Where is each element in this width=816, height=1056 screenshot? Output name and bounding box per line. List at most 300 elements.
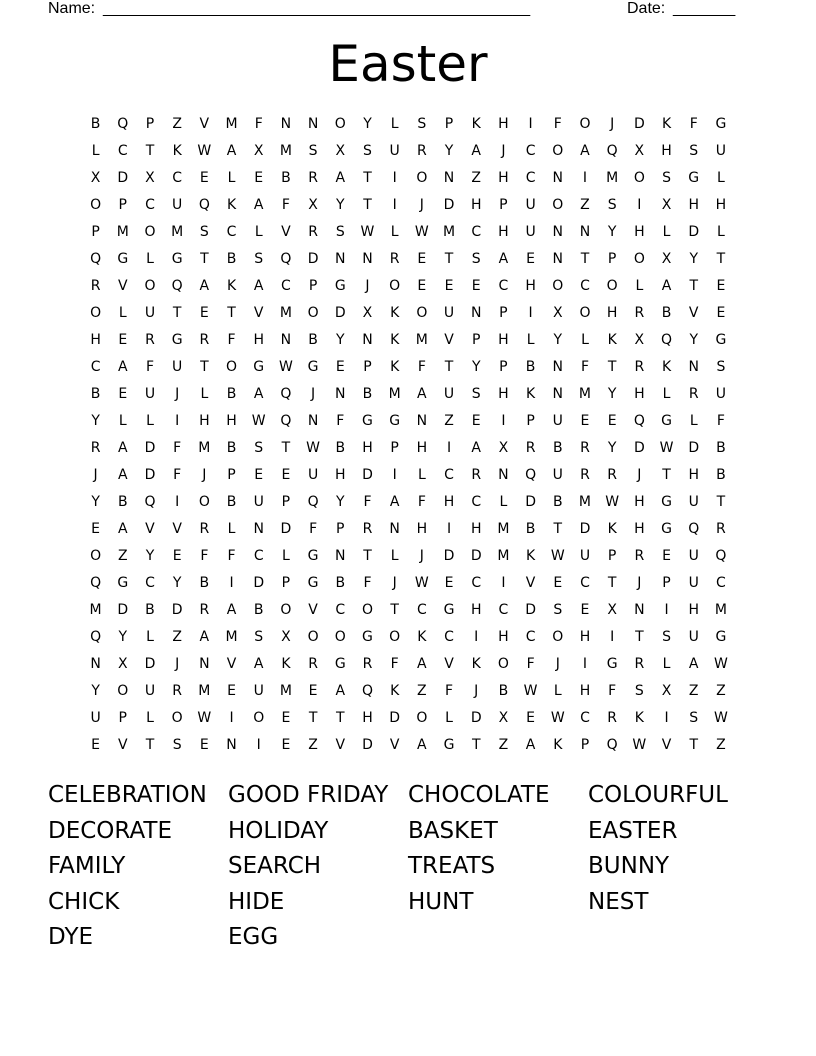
grid-letter: J <box>392 575 397 591</box>
grid-letter: Q <box>90 575 102 591</box>
grid-letter: T <box>635 629 644 645</box>
grid-letter: E <box>471 278 481 294</box>
grid-row <box>82 381 742 408</box>
grid-letter: F <box>716 413 725 429</box>
grid-letter: O <box>552 197 564 213</box>
grid-letter: A <box>498 251 509 267</box>
grid-letter: X <box>498 440 509 456</box>
grid-letter: M <box>497 548 510 564</box>
grid-letter: X <box>281 629 291 645</box>
grid-letter: F <box>227 332 236 348</box>
grid-letter: U <box>443 305 455 321</box>
word-list-item: CHICK <box>48 888 120 915</box>
grid-letter: Z <box>417 683 427 699</box>
grid-letter: Q <box>198 197 210 213</box>
grid-letter: O <box>552 278 564 294</box>
grid-letter: V <box>145 521 155 537</box>
grid-letter: H <box>253 332 264 348</box>
grid-letter: N <box>688 359 699 375</box>
grid-row <box>82 651 742 678</box>
grid-letter: M <box>279 143 292 159</box>
page-title: Easter <box>328 35 488 93</box>
grid-letter: H <box>470 602 482 618</box>
grid-letter: U <box>552 467 563 483</box>
grid-letter: O <box>280 602 292 618</box>
grid-letter: A <box>389 494 400 510</box>
grid-letter: R <box>580 467 590 483</box>
grid-letter: X <box>90 170 101 186</box>
grid-letter: L <box>717 170 725 186</box>
grid-letter: F <box>445 683 454 699</box>
grid-letter: U <box>579 548 591 564</box>
grid-letter: T <box>172 305 182 321</box>
grid-letter: X <box>607 602 617 618</box>
grid-letter: P <box>580 737 590 753</box>
grid-letter: P <box>227 467 236 483</box>
grid-letter: H <box>688 197 699 213</box>
grid-letter: W <box>197 143 212 159</box>
grid-letter: K <box>390 683 400 699</box>
grid-letter: Y <box>118 629 128 645</box>
grid-letter: O <box>334 629 346 645</box>
grid-letter: K <box>172 143 182 159</box>
grid-letter: D <box>688 224 700 240</box>
grid-letter: U <box>307 467 319 483</box>
grid-letter: D <box>307 251 319 267</box>
grid-letter: N <box>416 413 428 429</box>
grid-row <box>82 219 742 246</box>
grid-letter: B <box>716 467 726 483</box>
grid-letter: E <box>118 386 128 402</box>
grid-letter: K <box>607 521 617 537</box>
grid-letter: J <box>474 683 479 699</box>
grid-letter: N <box>280 332 292 348</box>
grid-letter: D <box>443 197 455 213</box>
grid-letter: O <box>552 629 564 645</box>
grid-letter: O <box>307 305 319 321</box>
grid-letter: E <box>335 359 345 375</box>
grid-letter: P <box>118 710 127 726</box>
grid-letter: N <box>90 656 101 672</box>
grid-letter: H <box>90 332 101 348</box>
grid-letter: T <box>363 170 372 186</box>
grid-letter: E <box>662 548 671 564</box>
grid-letter: U <box>253 683 264 699</box>
word-list-item: SEARCH <box>228 853 322 880</box>
grid-letter: S <box>634 683 644 699</box>
grid-letter: E <box>172 548 182 564</box>
grid-letter: N <box>552 251 564 267</box>
grid-row <box>82 489 742 516</box>
grid-letter: K <box>226 278 237 294</box>
grid-row <box>82 570 742 597</box>
grid-letter: M <box>497 521 510 537</box>
grid-letter: V <box>117 278 128 294</box>
grid-letter: W <box>360 224 375 240</box>
grid-letter: A <box>525 737 536 753</box>
grid-row <box>82 624 742 651</box>
grid-letter: J <box>202 467 207 483</box>
grid-letter: T <box>662 467 671 483</box>
grid-letter: M <box>116 224 129 240</box>
grid-letter: P <box>526 413 535 429</box>
grid-letter: C <box>444 467 454 483</box>
grid-letter: B <box>226 386 237 402</box>
grid-letter: O <box>171 710 183 726</box>
grid-letter: I <box>392 170 397 186</box>
grid-letter: U <box>688 629 699 645</box>
grid-letter: V <box>281 224 291 240</box>
grid-letter: B <box>226 440 237 456</box>
grid-letter: P <box>662 575 671 591</box>
grid-letter: G <box>171 332 183 348</box>
grid-letter: F <box>608 683 617 699</box>
grid-letter: C <box>145 197 155 213</box>
grid-letter: R <box>308 224 318 240</box>
grid-letter: L <box>417 467 426 483</box>
grid-letter: C <box>281 278 291 294</box>
grid-letter: N <box>443 170 455 186</box>
grid-letter: K <box>526 386 536 402</box>
grid-letter: X <box>253 143 264 159</box>
grid-letter: M <box>225 629 238 645</box>
grid-letter: T <box>200 359 209 375</box>
grid-letter: L <box>390 548 399 564</box>
grid-letter: O <box>606 278 618 294</box>
grid-letter: U <box>144 683 156 699</box>
grid-letter: Q <box>525 467 537 483</box>
grid-letter: B <box>226 251 237 267</box>
grid-letter: I <box>175 413 180 429</box>
grid-letter: Y <box>336 197 345 213</box>
grid-letter: E <box>471 413 481 429</box>
grid-letter: S <box>689 143 699 159</box>
grid-letter: H <box>443 494 455 510</box>
grid-letter: Z <box>172 116 182 132</box>
word-list <box>48 778 768 956</box>
grid-letter: P <box>336 521 345 537</box>
grid-letter: I <box>610 629 615 645</box>
grid-letter: D <box>470 548 482 564</box>
word-search-grid <box>82 111 742 759</box>
grid-letter: S <box>199 224 209 240</box>
grid-letter: C <box>525 143 536 159</box>
grid-row <box>82 327 742 354</box>
grid-row <box>82 138 742 165</box>
grid-letter: X <box>661 197 672 213</box>
grid-letter: L <box>662 224 671 240</box>
grid-letter: Y <box>91 683 100 699</box>
grid-letter: Q <box>307 494 319 510</box>
grid-letter: A <box>417 656 427 672</box>
grid-letter: R <box>634 359 645 375</box>
grid-letter: F <box>580 359 589 375</box>
grid-letter: H <box>606 305 618 321</box>
grid-letter: N <box>552 386 564 402</box>
grid-letter: G <box>661 494 672 510</box>
grid-letter: V <box>444 332 454 348</box>
grid-letter: O <box>361 602 373 618</box>
grid-letter: S <box>254 629 264 645</box>
grid-letter: K <box>526 548 536 564</box>
grid-letter: P <box>499 305 508 321</box>
grid-letter: W <box>306 440 321 456</box>
grid-letter: I <box>392 467 397 483</box>
grid-letter: T <box>390 602 399 618</box>
grid-letter: F <box>309 521 318 537</box>
grid-letter: O <box>90 548 102 564</box>
grid-letter: U <box>144 386 156 402</box>
grid-letter: V <box>335 737 346 753</box>
grid-letter: H <box>470 197 482 213</box>
grid-letter: E <box>118 332 128 348</box>
grid-letter: U <box>90 710 101 726</box>
grid-letter: D <box>525 494 536 510</box>
grid-letter: J <box>93 467 98 483</box>
grid-letter: Z <box>471 170 482 186</box>
grid-letter: X <box>145 170 155 186</box>
grid-letter: F <box>553 116 562 132</box>
grid-letter: E <box>716 305 726 321</box>
grid-letter: Y <box>607 224 617 240</box>
grid-letter: T <box>145 737 155 753</box>
grid-letter: A <box>471 440 481 456</box>
grid-letter: J <box>365 278 370 294</box>
grid-letter: H <box>498 629 509 645</box>
grid-letter: E <box>526 251 536 267</box>
grid-letter: E <box>254 467 264 483</box>
grid-letter: L <box>146 413 154 429</box>
grid-row <box>82 300 742 327</box>
grid-letter: M <box>415 332 428 348</box>
grid-letter: A <box>117 359 128 375</box>
grid-letter: R <box>607 710 618 726</box>
grid-letter: R <box>199 602 210 618</box>
grid-letter: S <box>254 251 264 267</box>
grid-letter: R <box>145 332 155 348</box>
grid-letter: O <box>90 197 102 213</box>
grid-letter: W <box>414 575 429 591</box>
grid-letter: E <box>199 305 209 321</box>
grid-letter: S <box>716 359 726 375</box>
grid-letter: Y <box>689 251 698 267</box>
grid-letter: L <box>635 278 644 294</box>
grid-letter: O <box>389 629 401 645</box>
grid-letter: M <box>442 224 456 240</box>
grid-letter: K <box>607 332 617 348</box>
grid-letter: O <box>552 143 564 159</box>
grid-letter: B <box>90 386 101 402</box>
grid-letter: R <box>688 386 699 402</box>
grid-letter: Q <box>171 278 183 294</box>
grid-letter: V <box>308 602 318 618</box>
grid-letter: M <box>606 170 619 186</box>
grid-letter: I <box>528 305 533 321</box>
grid-letter: U <box>443 386 455 402</box>
grid-letter: P <box>308 278 318 294</box>
grid-letter: G <box>389 413 401 429</box>
grid-letter: T <box>308 710 318 726</box>
grid-letter: J <box>311 386 316 402</box>
grid-letter: M <box>198 440 211 456</box>
grid-letter: B <box>525 521 536 537</box>
grid-letter: N <box>199 656 210 672</box>
grid-letter: I <box>664 710 669 726</box>
word-list-item: HUNT <box>408 888 474 915</box>
grid-letter: X <box>117 656 128 672</box>
grid-letter: M <box>171 224 184 240</box>
grid-letter: D <box>171 602 183 618</box>
grid-letter: N <box>498 467 509 483</box>
grid-letter: D <box>144 440 156 456</box>
grid-letter: D <box>280 521 292 537</box>
grid-letter: V <box>661 737 672 753</box>
grid-letter: Q <box>144 494 156 510</box>
grid-letter: K <box>634 710 644 726</box>
grid-letter: U <box>715 143 727 159</box>
grid-letter: P <box>499 197 508 213</box>
grid-letter: B <box>90 116 101 132</box>
grid-letter: R <box>199 521 210 537</box>
grid-letter: W <box>251 413 266 429</box>
grid-letter: T <box>444 251 454 267</box>
grid-letter: M <box>198 683 211 699</box>
grid-letter: C <box>471 224 482 240</box>
grid-letter: C <box>525 629 536 645</box>
grid-letter: Y <box>607 440 617 456</box>
grid-letter: F <box>526 656 535 672</box>
grid-letter: L <box>553 683 562 699</box>
grid-letter: Z <box>308 737 318 753</box>
grid-letter: O <box>389 278 401 294</box>
grid-letter: G <box>362 629 373 645</box>
grid-letter: G <box>307 575 319 591</box>
grid-row <box>82 732 742 759</box>
grid-letter: Y <box>607 386 617 402</box>
grid-row <box>82 165 742 192</box>
grid-letter: Y <box>172 575 182 591</box>
grid-row <box>82 705 742 732</box>
grid-letter: E <box>716 278 726 294</box>
grid-letter: Y <box>336 332 345 348</box>
grid-letter: L <box>390 224 399 240</box>
grid-letter: B <box>525 359 536 375</box>
grid-letter: G <box>253 359 265 375</box>
grid-letter: R <box>634 548 645 564</box>
grid-letter: G <box>171 251 183 267</box>
grid-letter: I <box>637 197 642 213</box>
grid-letter: H <box>634 521 645 537</box>
grid-letter: O <box>90 305 102 321</box>
grid-letter: U <box>688 494 699 510</box>
grid-letter: R <box>389 251 400 267</box>
grid-letter: H <box>498 116 509 132</box>
grid-letter: C <box>117 143 128 159</box>
grid-letter: L <box>200 386 209 402</box>
grid-letter: Y <box>336 494 345 510</box>
grid-letter: O <box>579 116 591 132</box>
grid-letter: M <box>714 602 727 618</box>
grid-letter: G <box>117 251 129 267</box>
grid-letter: A <box>117 521 128 537</box>
grid-letter: H <box>688 467 699 483</box>
grid-letter: I <box>446 521 452 537</box>
date-field: _______ <box>673 0 736 17</box>
grid-letter: E <box>444 278 454 294</box>
grid-letter: P <box>91 224 100 240</box>
grid-letter: A <box>226 602 237 618</box>
grid-letter: L <box>390 116 399 132</box>
grid-letter: L <box>227 170 236 186</box>
grid-letter: C <box>226 224 237 240</box>
grid-letter: W <box>659 440 674 456</box>
grid-letter: C <box>471 575 482 591</box>
grid-letter: T <box>281 440 291 456</box>
grid-letter: W <box>414 224 429 240</box>
grid-letter: C <box>716 575 726 591</box>
grid-letter: Q <box>361 683 373 699</box>
grid-row <box>82 273 742 300</box>
grid-letter: D <box>117 602 129 618</box>
grid-letter: H <box>498 386 509 402</box>
word-list-item: CHOCOLATE <box>408 782 550 808</box>
grid-letter: K <box>661 116 672 132</box>
grid-row <box>82 543 742 570</box>
grid-letter: S <box>417 116 427 132</box>
grid-letter: B <box>281 170 291 186</box>
grid-letter: N <box>362 332 373 348</box>
grid-letter: L <box>146 251 154 267</box>
grid-letter: H <box>525 278 536 294</box>
grid-row <box>82 435 742 462</box>
grid-letter: T <box>553 521 563 537</box>
grid-letter: V <box>226 656 237 672</box>
grid-letter: J <box>555 656 560 672</box>
word-list-item: BASKET <box>408 817 498 844</box>
grid-letter: J <box>610 116 615 132</box>
grid-letter: E <box>526 710 536 726</box>
grid-letter: T <box>580 251 590 267</box>
grid-letter: Q <box>633 413 645 429</box>
grid-letter: W <box>713 656 728 672</box>
grid-letter: E <box>553 575 563 591</box>
grid-letter: C <box>444 629 454 645</box>
grid-letter: P <box>118 197 127 213</box>
grid-letter: O <box>416 170 428 186</box>
word-list-item: FAMILY <box>48 853 126 880</box>
grid-letter: U <box>389 143 400 159</box>
grid-letter: V <box>525 575 536 591</box>
header-line <box>48 0 768 20</box>
grid-letter: U <box>172 197 183 213</box>
grid-letter: N <box>389 521 400 537</box>
grid-letter: R <box>607 467 618 483</box>
grid-letter: F <box>336 413 345 429</box>
grid-letter: E <box>417 251 427 267</box>
grid-letter: C <box>416 602 427 618</box>
grid-letter: K <box>471 116 481 132</box>
grid-letter: B <box>335 440 346 456</box>
grid-letter: N <box>226 737 237 753</box>
grid-letter: X <box>335 143 346 159</box>
grid-letter: F <box>281 197 290 213</box>
grid-row <box>82 462 742 489</box>
grid-letter: G <box>443 602 455 618</box>
grid-letter: X <box>634 332 645 348</box>
grid-letter: W <box>550 710 565 726</box>
grid-letter: A <box>117 440 128 456</box>
grid-letter: Z <box>117 548 128 564</box>
